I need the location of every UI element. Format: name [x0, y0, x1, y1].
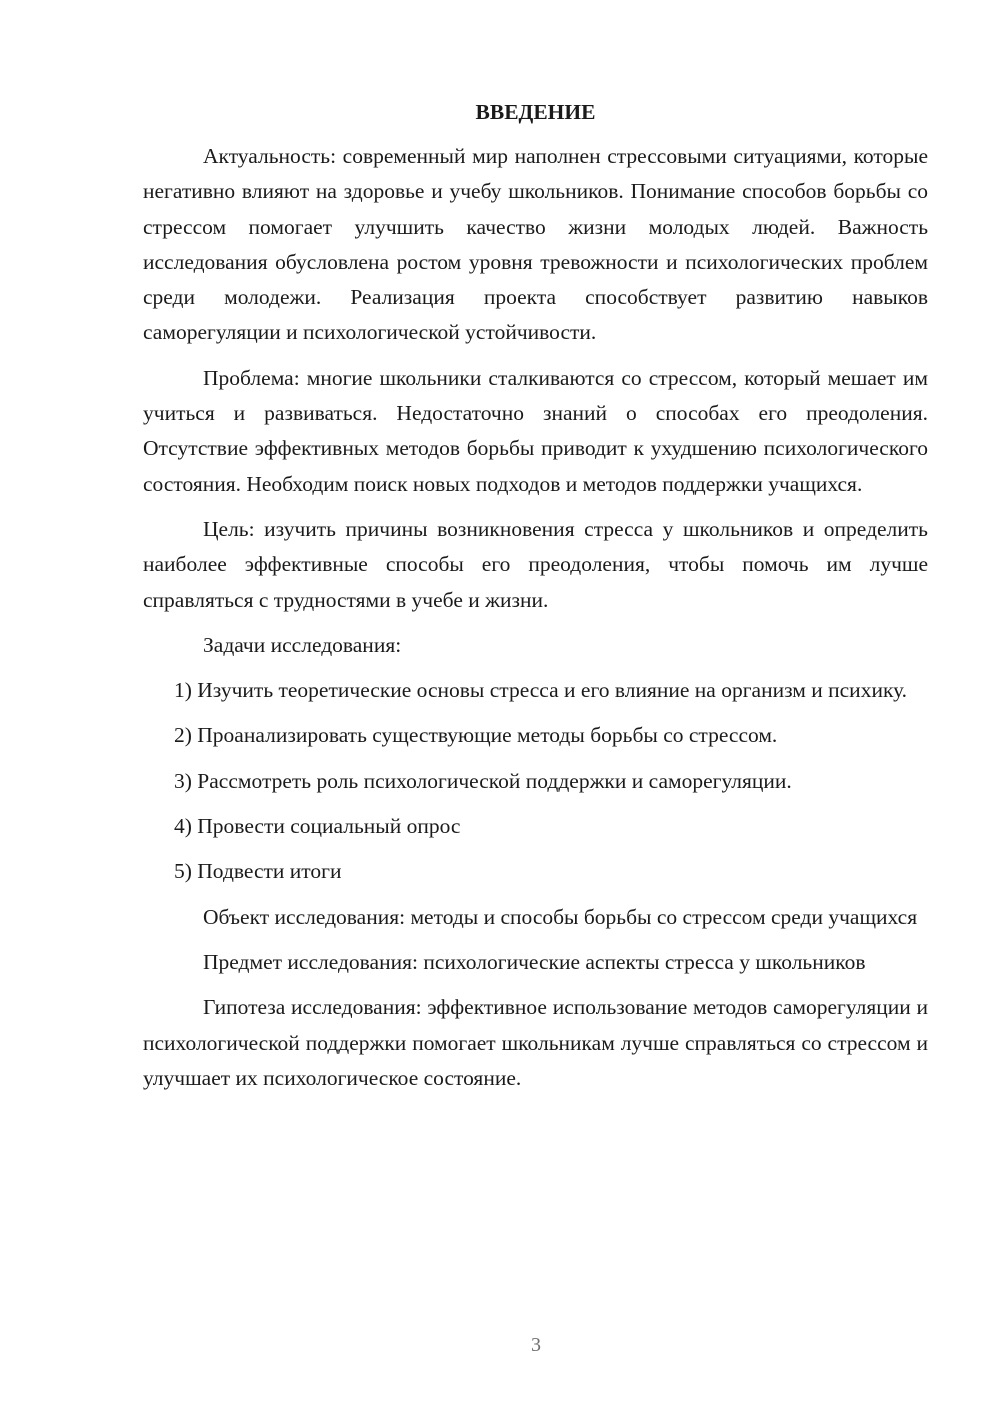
relevance-paragraph: Актуальность: современный мир наполнен стрессовыми ситуациями, которые негативно влияют на здоровье и учебу школьников. Понимание способов борьбы со стрессом помогает улучшить качество жизни молодых людей. Важность исследования обусловлена ростом уровня тревожности и психологических проблем среди молодежи. Реализация проекта способствует развитию навыков саморегуляции и психологической устойчивости.: [143, 144, 928, 345]
goal-paragraph: Цель: изучить причины возникновения стресса у школьников и определить наиболее эффективные способы его преодоления, чтобы помочь им лучше справляться с трудностями в учебе и жизни.: [143, 516, 928, 612]
task-item-3: 3) Рассмотреть роль психологической поддержки и саморегуляции.: [174, 768, 792, 793]
object-paragraph: Объект исследования: методы и способы борьбы со стрессом среди учащихся: [203, 904, 918, 929]
task-item-4: 4) Провести социальный опрос: [174, 814, 461, 839]
page-title: ВВЕДЕНИЕ: [475, 100, 596, 124]
hypothesis-paragraph: Гипотеза исследования: эффективное использование методов саморегуляции и психологической поддержки помогает школьникам лучше справляться со стрессом и улучшает их психологическое состояние.: [143, 995, 928, 1090]
task-item-5: 5) Подвести итоги: [174, 859, 342, 884]
problem-paragraph: Проблема: многие школьники сталкиваются со стрессом, который мешает им учиться и развиваться. Недостаточно знаний о способах его преодоления. Отсутствие эффективных методов борьбы приводит к ухудшению психологического состояния. Необходим поиск новых подходов и методов поддержки учащихся.: [143, 365, 928, 496]
task-item-2: 2) Проанализировать существующие методы борьбы со стрессом.: [174, 723, 778, 748]
subject-paragraph: Предмет исследования: психологические аспекты стресса у школьников: [203, 949, 866, 974]
task-item-1: 1) Изучить теоретические основы стресса и его влияние на организм и психику.: [174, 678, 908, 703]
page-content: [143, 93, 928, 1106]
page-number: 3: [531, 1334, 541, 1356]
tasks-list: [143, 673, 928, 889]
tasks-heading: Задачи исследования:: [203, 632, 402, 657]
